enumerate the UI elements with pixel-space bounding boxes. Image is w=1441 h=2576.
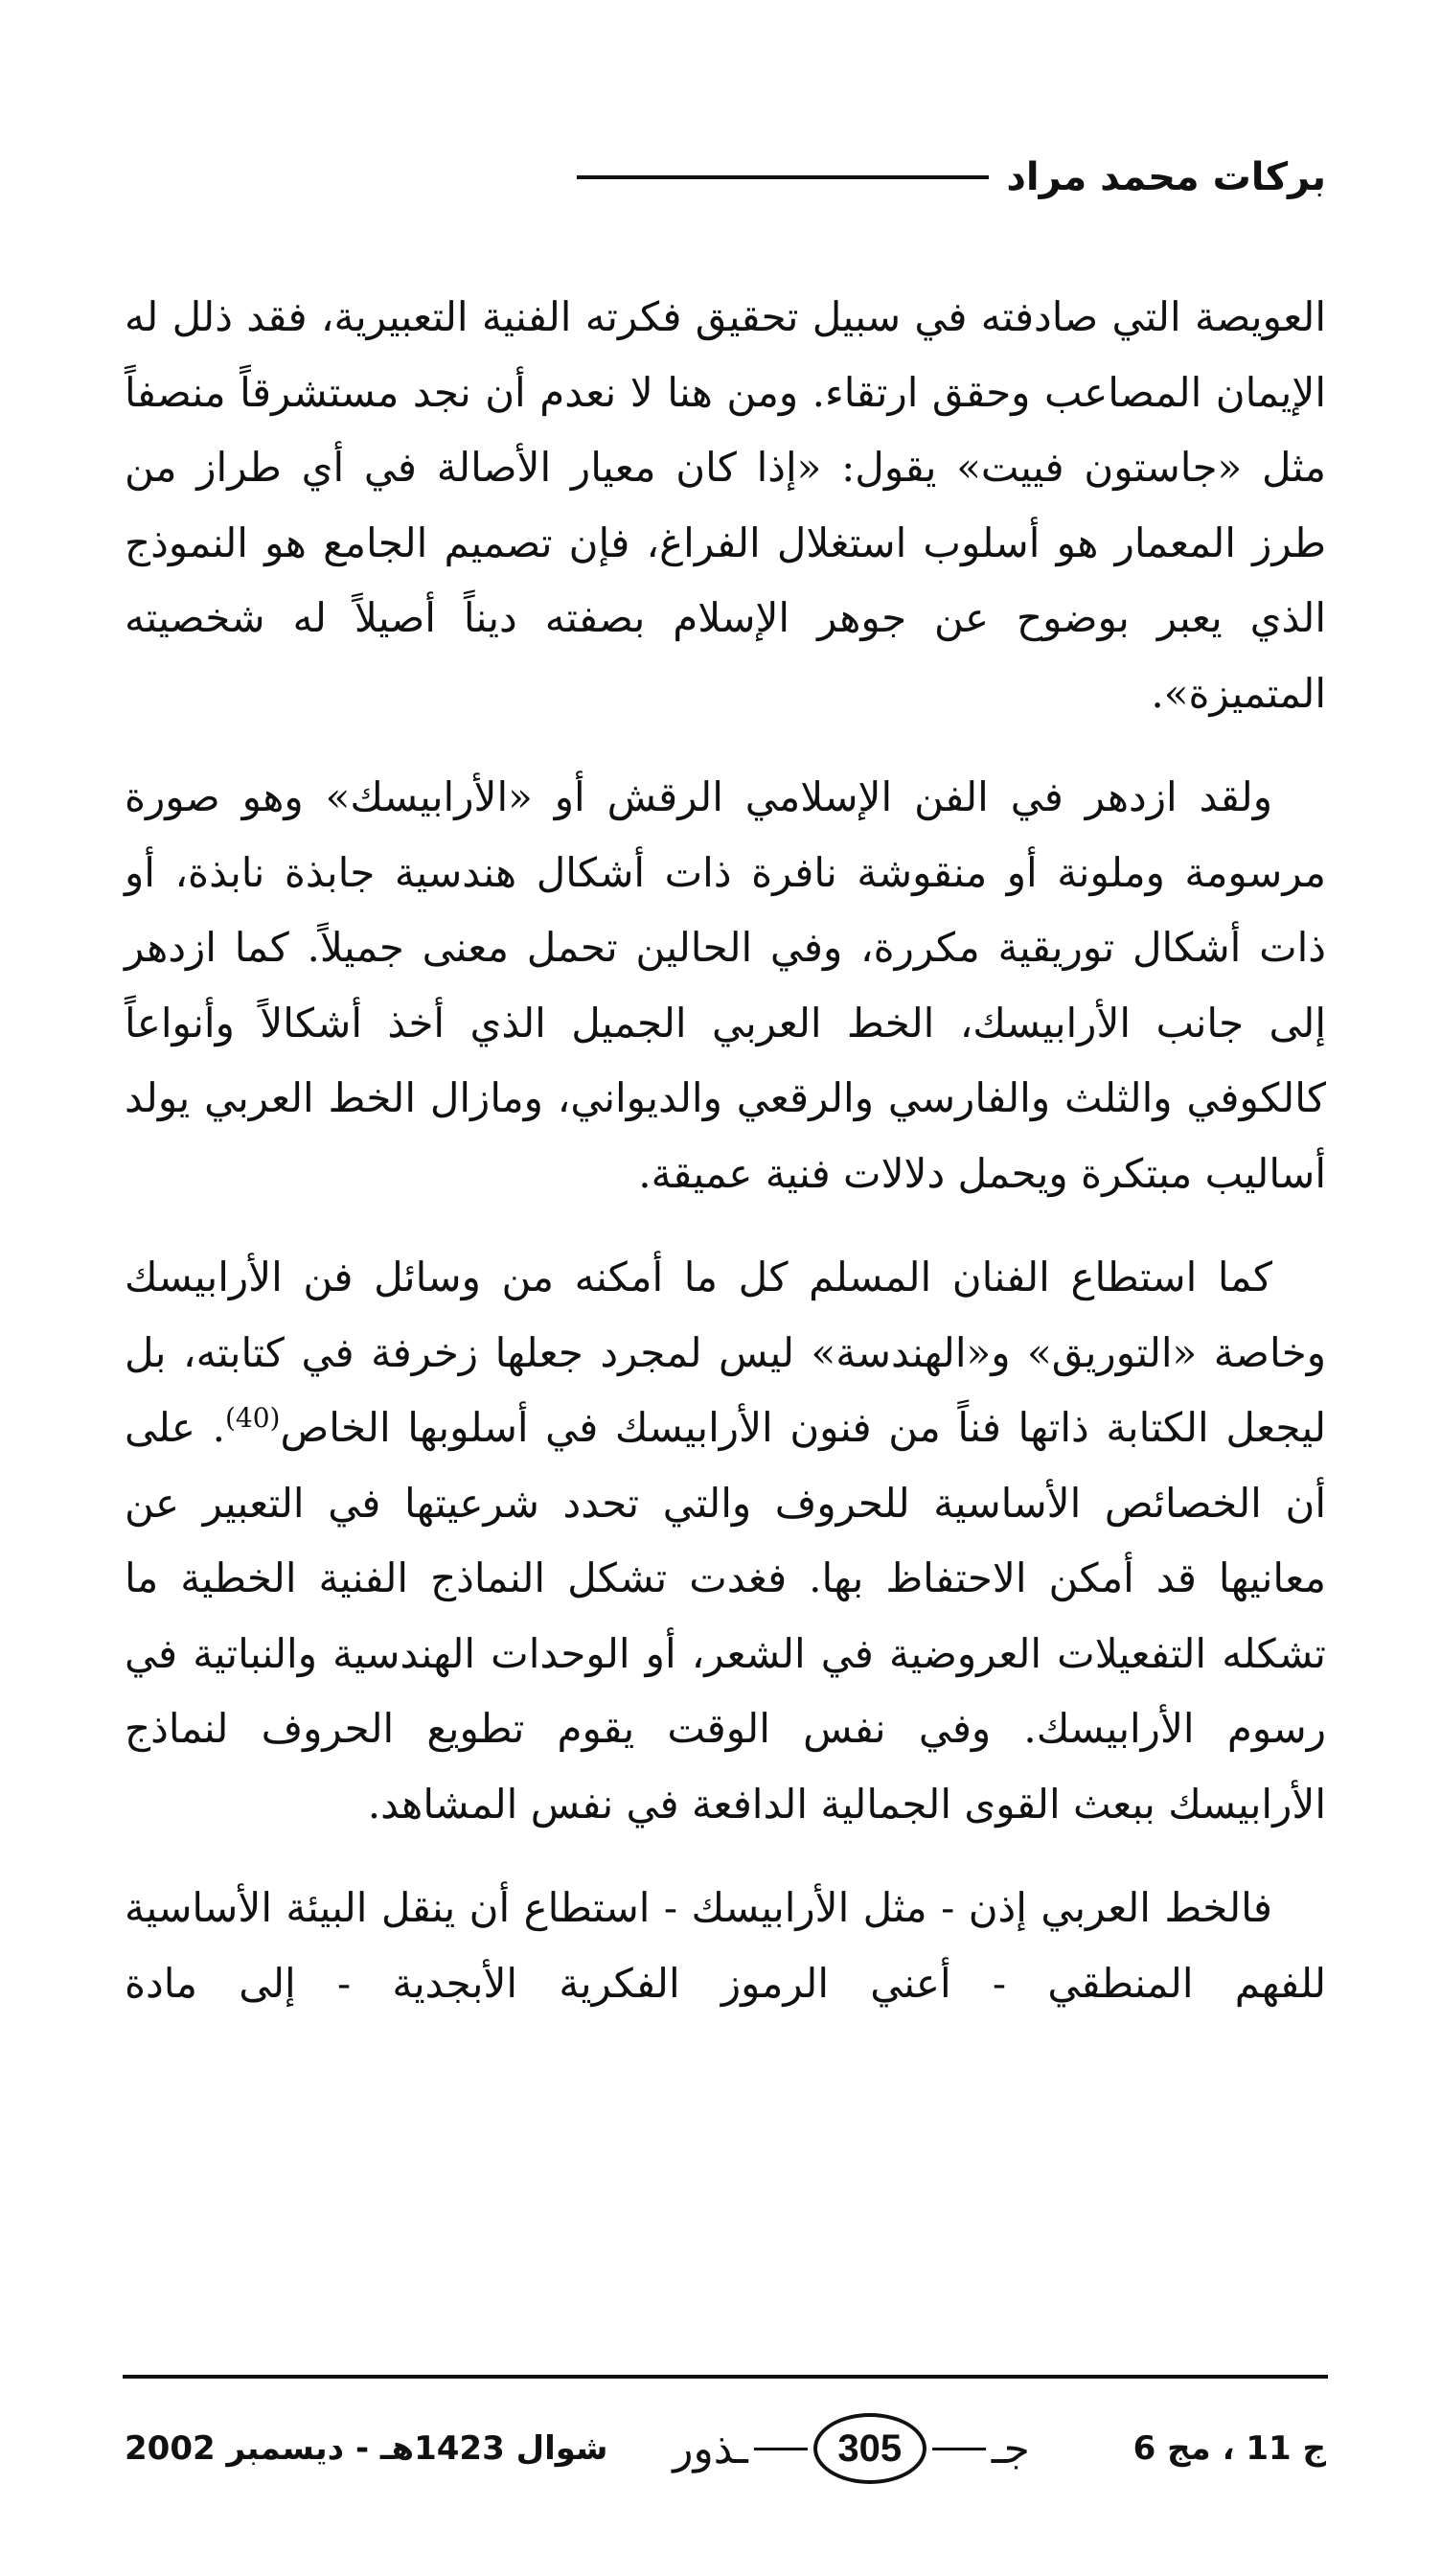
page-number: 305 [813,2413,926,2484]
paragraph-3-text-before: كما استطاع الفنان المسلم كل ما أمكنه من وسائل فن الأرابيسك وخاصة «التوريق» و«الهندسة» ليس لمجرد جعلها زخرفة في كتابته، بل ليجعل الكتابة ذاتها فناً من فنون الأرابيسك في أسلوبها الخاص [125,1254,1326,1451]
journal-line-right [932,2448,986,2450]
journal-name-end: ـذور [673,2424,748,2473]
page-footer [125,2396,1326,2501]
paragraph-2 [125,760,1326,1211]
header-rule [577,175,989,179]
footer-issue: ج 11 ، مج 6 [1132,2429,1326,2468]
body-text [125,280,1326,2050]
footer-date: شوال 1423هـ - ديسمبر 2002 [125,2429,608,2468]
paragraph-4-text: فالخط العربي إذن - مثل الأرابيسك - استطاع أن ينقل البيئة الأساسية للفهم المنطقي - أعني الرموز الفكرية الأبجدية - إلى مادة [125,1884,1326,2007]
footnote-reference: (40) [224,1402,281,1434]
journal-name-start: جـ [991,2424,1030,2473]
paragraph-4 [125,1871,1326,2021]
paragraph-1 [125,280,1326,731]
journal-line-left [754,2448,808,2450]
running-header [115,144,1326,211]
paragraph-2-text: ولقد ازدهر في الفن الإسلامي الرقش أو «الأرابيسك» وهو صورة مرسومة وملونة أو منقوشة نافرة ذات أشكال هندسية جابذة نابذة، أو ذات أشكال توريقية مكررة، وفي الحالين تحمل معنى جميلاً. كما ازدهر إلى جانب الأرابيسك، الخط العربي الجميل الذي أخذ أشكالاً وأنواعاً كالكوفي والثلث والفارسي والرقعي والديواني، ومازال الخط العربي يولد أساليب مبتكرة ويحمل دلالات فنية عميقة. [125,773,1326,1197]
header-author: بركات محمد مراد [1006,155,1326,199]
paragraph-3-text-after: . على أن الخصائص الأساسية للحروف والتي تحدد شرعيتها في التعبير عن معانيها قد أمكن الاحتفاظ بها. فغدت تشكل النماذج الفنية الخطية ما تشكله التفعيلات العروضية في الشعر، أو الوحدات الهندسية والنباتية في رسوم الأرابيسك. وفي نفس الوقت يقوم تطويع الحروف لنماذج الأرابيسك ببعث القوى الجمالية الدافعة في نفس المشاهد. [125,1404,1326,1828]
paragraph-3 [125,1240,1326,1842]
footer-rule [123,2375,1328,2379]
paragraph-1-text: العويصة التي صادفته في سبيل تحقيق فكرته الفنية التعبيرية، فقد ذلل له الإيمان المصاعب وحقق ارتقاء. ومن هنا لا نعدم أن نجد مستشرقاً منصفاً مثل «جاستون فييت» يقول: «إذا كان معيار الأصالة في أي طراز من طرز المعمار هو أسلوب استغلال الفراغ، فإن تصميم الجامع هو النموذج الذي يعبر بوضوح عن جوهر الإسلام بصفته ديناً أصيلاً له شخصيته المتميزة». [125,293,1326,717]
footer-journal-mark [673,2413,1030,2484]
